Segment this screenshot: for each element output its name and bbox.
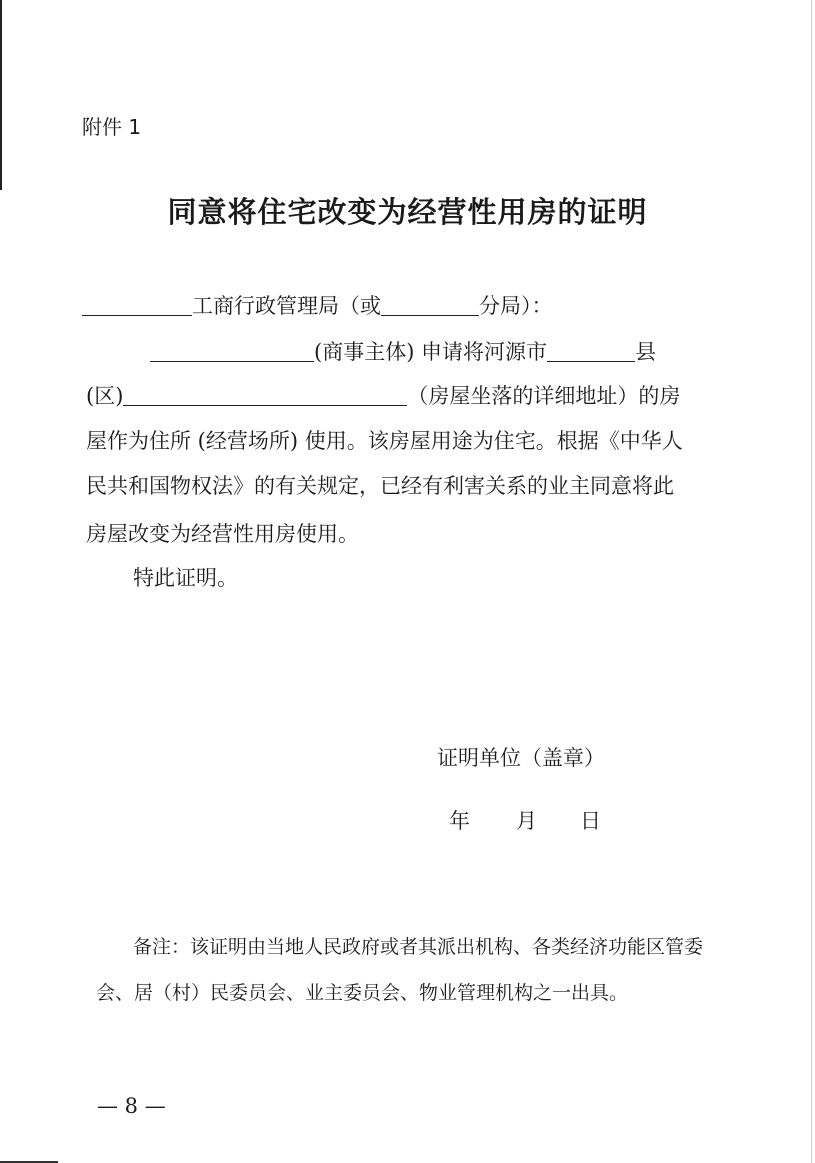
document-title: 同意将住宅改变为经营性用房的证明 <box>167 195 648 229</box>
blank-county <box>547 339 635 362</box>
body-line-7: 特此证明。 <box>133 566 238 590</box>
body-line-2-text-b: 县 <box>635 340 657 364</box>
attachment-label: 附件 1 <box>82 115 142 139</box>
body-line-2-text-a: (商事主体) 申请将河源市 <box>314 340 548 364</box>
blank-bureau-name <box>82 293 192 316</box>
scan-edge-left <box>0 0 2 190</box>
body-line-4: 屋作为住所 (经营场所) 使用。该房屋用途为住宅。根据《中华人 <box>86 429 683 453</box>
scan-edge-right <box>811 0 812 1163</box>
blank-entity-name <box>150 339 314 362</box>
blank-branch-name <box>381 293 479 316</box>
certifying-unit-label: 证明单位（盖章） <box>437 746 605 770</box>
blank-address <box>123 383 407 406</box>
body-line-1-text-b: 分局）： <box>479 294 553 318</box>
body-line-6: 房屋改变为经营性用房使用。 <box>86 522 359 546</box>
page-number: — 8 — <box>97 1094 166 1118</box>
date-month: 月 <box>516 809 537 833</box>
body-line-3-text-b: （房屋坐落的详细地址）的房 <box>407 384 681 408</box>
body-line-3 <box>86 380 680 410</box>
note-line-1: 备注：该证明由当地人民政府或者其派出机构、各类经济功能区管委 <box>133 936 704 958</box>
body-line-5: 民共和国物权法》的有关规定，已经有利害关系的业主同意将此 <box>86 474 674 498</box>
note-line-2: 会、居（村）民委员会、业主委员会、物业管理机构之一出具。 <box>96 982 629 1004</box>
date-day: 日 <box>580 809 601 833</box>
body-line-2 <box>150 336 656 366</box>
date-year: 年 <box>449 809 470 833</box>
body-line-1 <box>82 290 553 320</box>
body-line-3-text-a: (区) <box>86 384 124 408</box>
body-line-1-text-a: 工商行政管理局（或 <box>192 294 381 318</box>
